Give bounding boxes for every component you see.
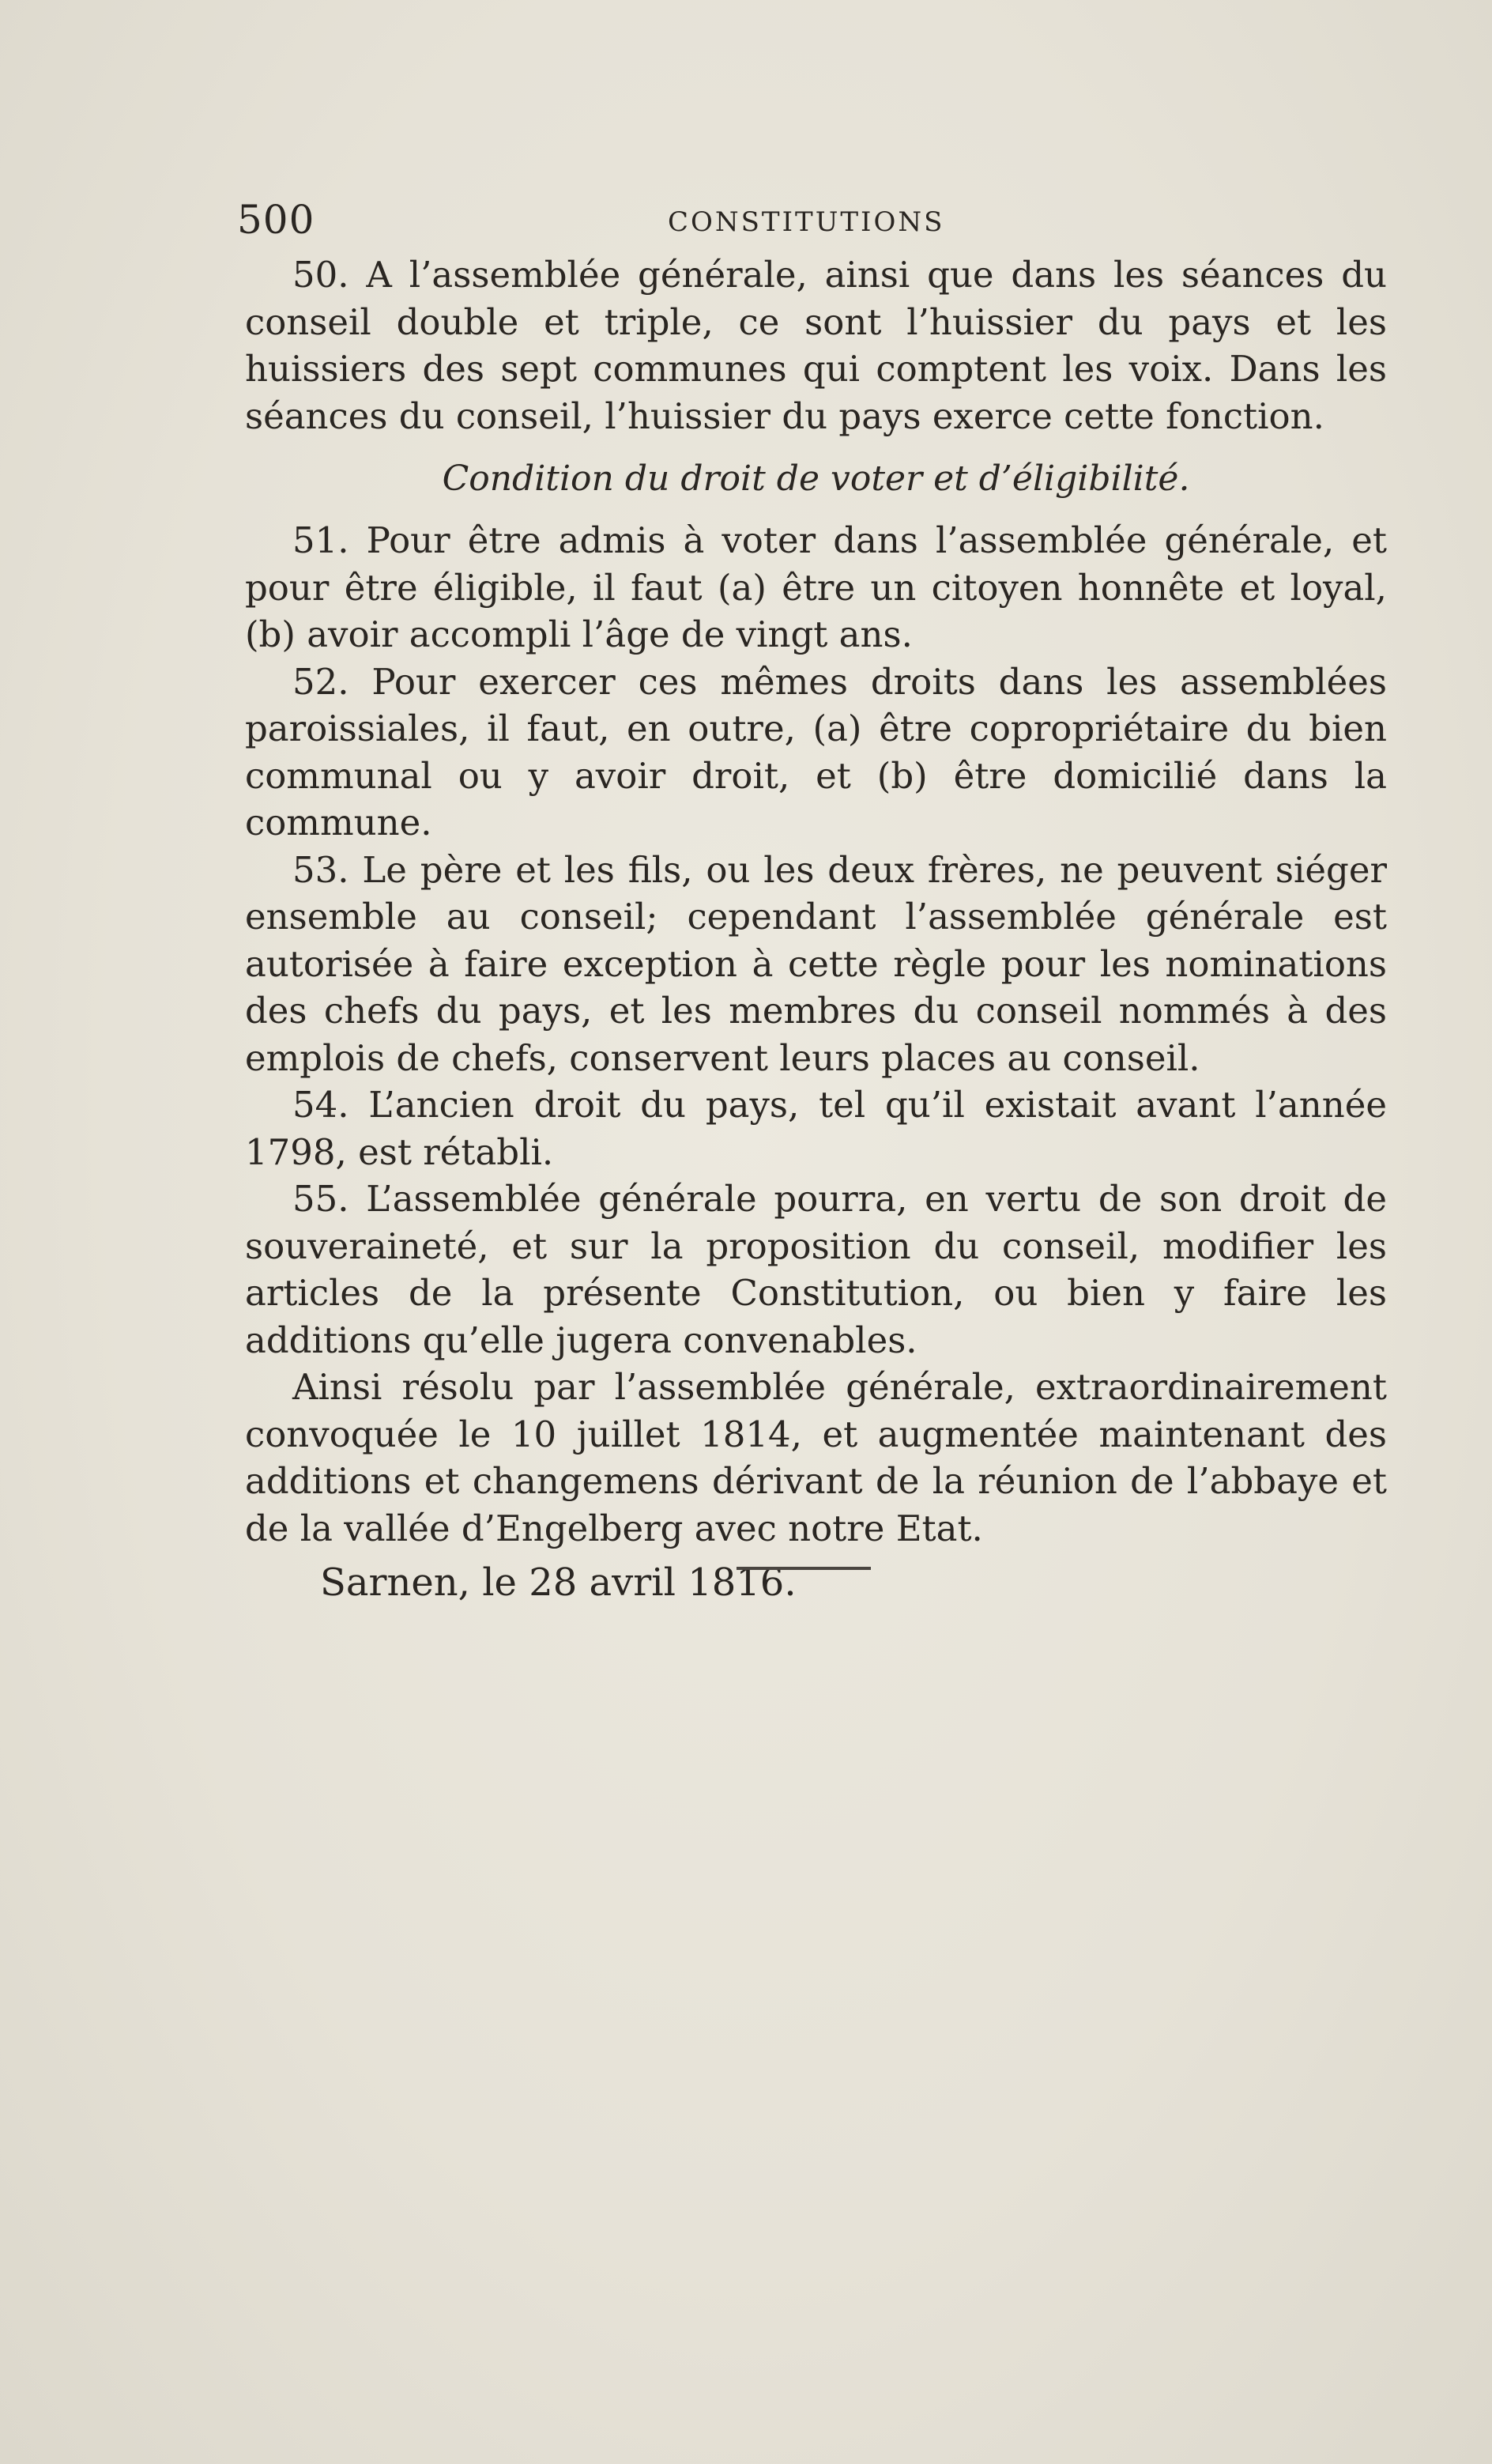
section-heading: Condition du droit de voter et d’éligibilité.	[442, 458, 1190, 499]
article-53: 53. Le père et les fils, ou les deux frères, ne peuvent siéger ensemble au conseil; cependant l’assemblée générale est autorisée à faire exception à cette règle pour les nominations des chefs du pays, et les membres du conseil nommés à des emplois de chefs, conservent leurs places au conseil.	[245, 848, 1387, 1079]
article-55: 55. L’assemblée générale pourra, en vertu de son droit de souveraineté, et sur la proposition du conseil, modifier les articles de la présente Constitution, ou bien y faire les additions qu’elle jugera convenables.	[245, 1178, 1387, 1361]
article-51: 51. Pour être admis à voter dans l’assemblée générale, et pour être éligible, il faut (a) être un citoyen honnête et loyal, (b) avoir accompli l’âge de vingt ans.	[245, 519, 1387, 655]
running-title: CONSTITUTIONS	[668, 206, 945, 238]
end-rule	[737, 1567, 871, 1570]
page-number: 500	[237, 197, 315, 243]
date-line: Sarnen, le 28 avril 1816.	[320, 1560, 797, 1605]
article-50: 50. A l’assemblée générale, ainsi que dans les séances du conseil double et triple, ce sont l’huissier du pays et les huissiers des sept communes qui comptent les voix. Dans les séances du conseil, l’huissier du pays exerce cette fonction.	[245, 254, 1387, 437]
resolution-paragraph: Ainsi résolu par l’assemblée générale, extraordinairement convoquée le 10 juillet 1814, et augmentée maintenant des additions et changemens dérivant de la réunion de l’abbaye et de la vallée d’Engelberg avec notre Etat.	[245, 1366, 1387, 1549]
article-54: 54. L’ancien droit du pays, tel qu’il existait avant l’année 1798, est rétabli.	[245, 1084, 1387, 1173]
article-52: 52. Pour exercer ces mêmes droits dans les assemblées paroissiales, il faut, en outre, (a) être copropriétaire du bien communal ou y avoir droit, et (b) être domicilié dans la commune.	[245, 660, 1387, 843]
body-text	[245, 251, 1387, 1609]
running-head	[237, 196, 1399, 243]
